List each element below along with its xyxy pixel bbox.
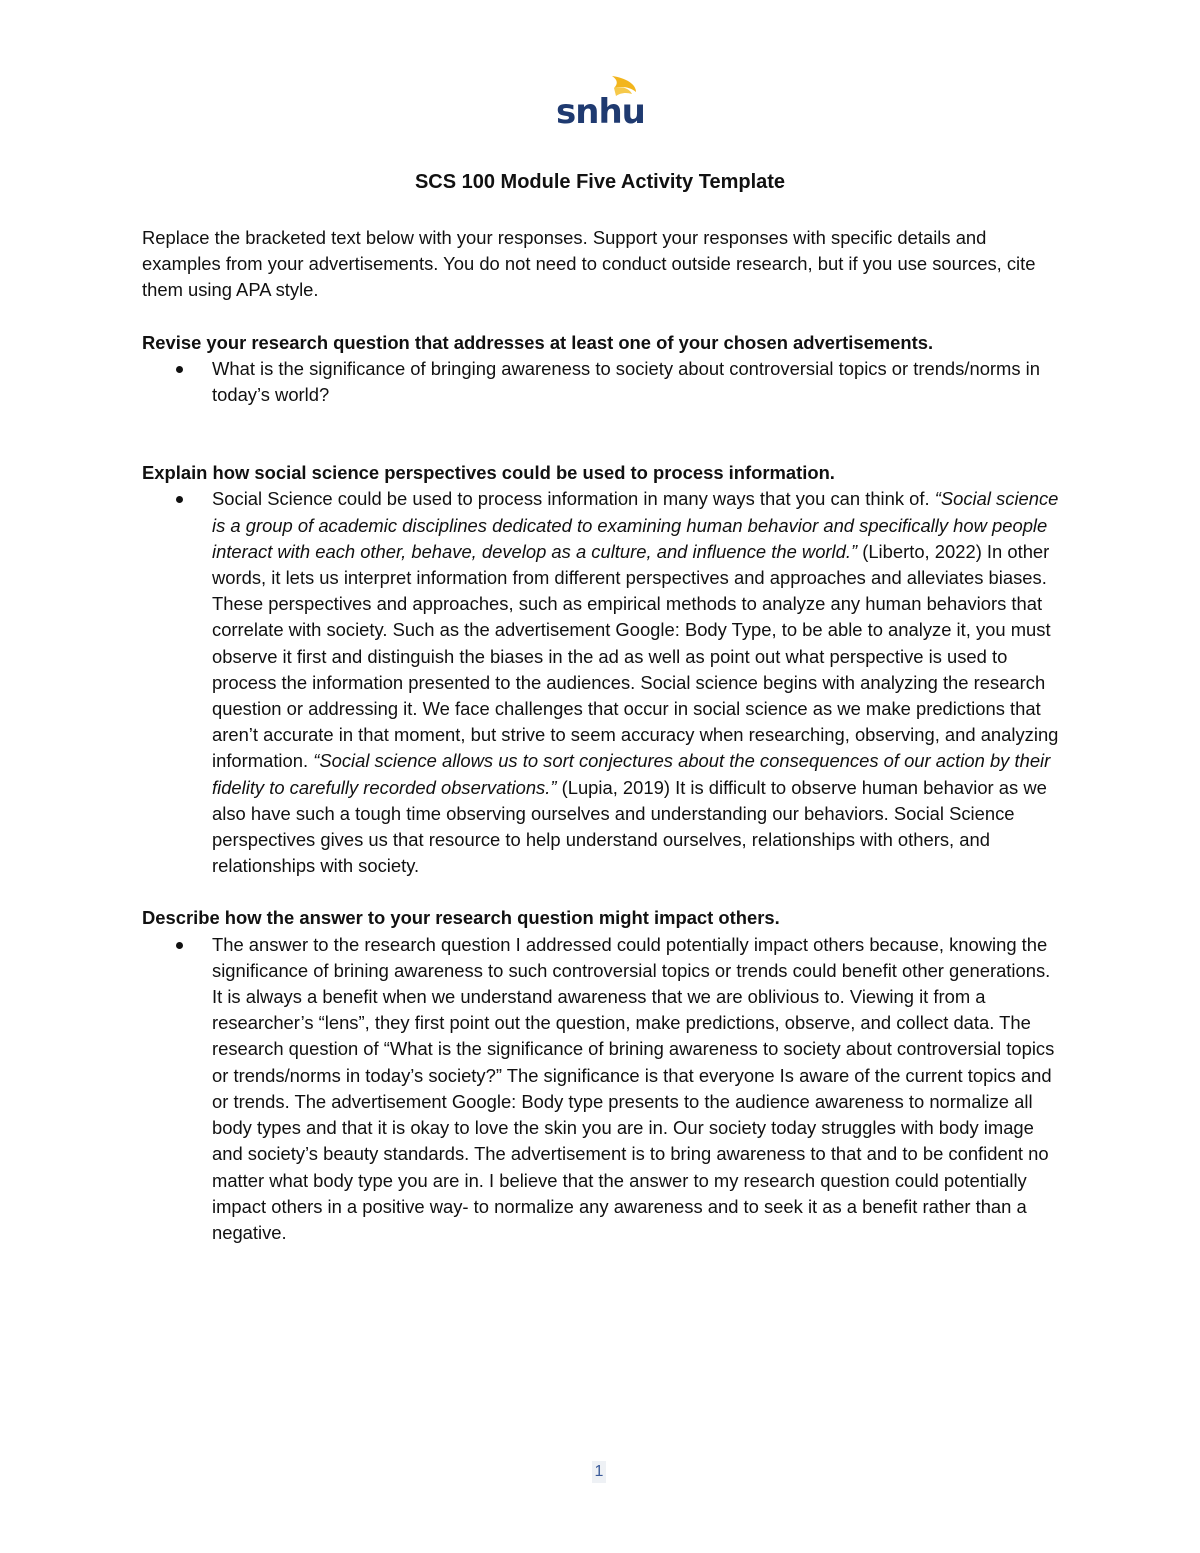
page-number: 1 (592, 1461, 606, 1483)
section-impact (142, 905, 1062, 1246)
logo-wordmark: snhu (556, 92, 645, 132)
intro-paragraph: Replace the bracketed text below with your responses. Support your responses with specific details and examples from your advertisements. You do not need to conduct outside research, but if you use sources, cite them using APA style. (142, 227, 1036, 301)
bullet-icon (176, 366, 183, 373)
bullet-icon (176, 942, 183, 949)
bullet-text: (Liberto, 2022) In other words, it lets us interpret information from different perspectives and approaches and alleviates biases. These perspectives and approaches, such as empirical methods to analyze any human behaviors that correlate with society. Such as the advertisement Google: Body Type, to be able to analyze it, you must observe it first and distinguish the biases in the ad as well as point out what perspective is used to process the information presented to the audiences. Social science begins with analyzing the research question or addressing it. We face challenges that occur in social science as we make predictions that aren’t accurate in that moment, but strive to seem accuracy when researching, observing, and analyzing information. (212, 540, 1059, 772)
bullet-list (142, 356, 1062, 408)
bullet-text: (Lupia, 2019) It is difficult to observe human behavior as we also have such a tough time observing ourselves and understanding our behaviors. Social Science perspectives gives us that resource to help understand ourselves, relationships with others, and relationships with society. (212, 776, 1047, 877)
list-item (212, 356, 1062, 408)
quote-liberto: “Social science is a group of academic disciplines dedicated to examining human behavior and specifically how people interact with each other, behave, develop as a culture, and influence the world.” (212, 488, 1059, 562)
bullet-list (142, 486, 1062, 879)
quote-lupia: “Social science allows us to sort conjectures about the consequences of our action by their fidelity to carefully recorded observations.” (212, 750, 1051, 798)
bullet-icon (176, 496, 183, 503)
bullet-text: Social Science could be used to process information in many ways that you can think of. (212, 488, 935, 510)
snhu-logo (556, 74, 645, 132)
section-heading: Revise your research question that addresses at least one of your chosen advertisements. (142, 331, 934, 353)
section-heading: Describe how the answer to your research question might impact others. (142, 907, 780, 929)
bullet-text: The answer to the research question I addressed could potentially impact others because, knowing the significance of brining awareness to such controversial topics or trends could benefit other generations. It is always a benefit when we understand awareness that we are oblivious to. Viewing it from a researcher’s “lens”, they first point out the question, make predictions, observe, and collect data. The research question of “What is the significance of brining awareness to society about controversial topics or trends/norms in today’s society?” The significance is that everyone Is aware of the current topics and or trends. The advertisement Google: Body type presents to the audience awareness to normalize all body types and that it is okay to love the skin you are in. Our society today struggles with body image and society’s beauty standards. The advertisement is to bring awareness to that and to be confident no matter what body type you are in. I believe that the answer to my research question could potentially impact others in a positive way- to normalize any awareness and to seek it as a benefit rather than a negative. (212, 933, 1055, 1243)
section-social-science (142, 460, 1062, 879)
bullet-list (142, 932, 1062, 1246)
document-title: SCS 100 Module Five Activity Template (414, 171, 786, 193)
bullet-text: What is the significance of bringing awareness to society about controversial topics or trends/norms in today’s world? (212, 357, 1040, 406)
document-body (142, 225, 1062, 1272)
list-item (212, 486, 1062, 879)
list-item (212, 932, 1062, 1246)
section-heading: Explain how social science perspectives could be used to process information. (142, 462, 835, 484)
section-research-question (142, 330, 1062, 409)
